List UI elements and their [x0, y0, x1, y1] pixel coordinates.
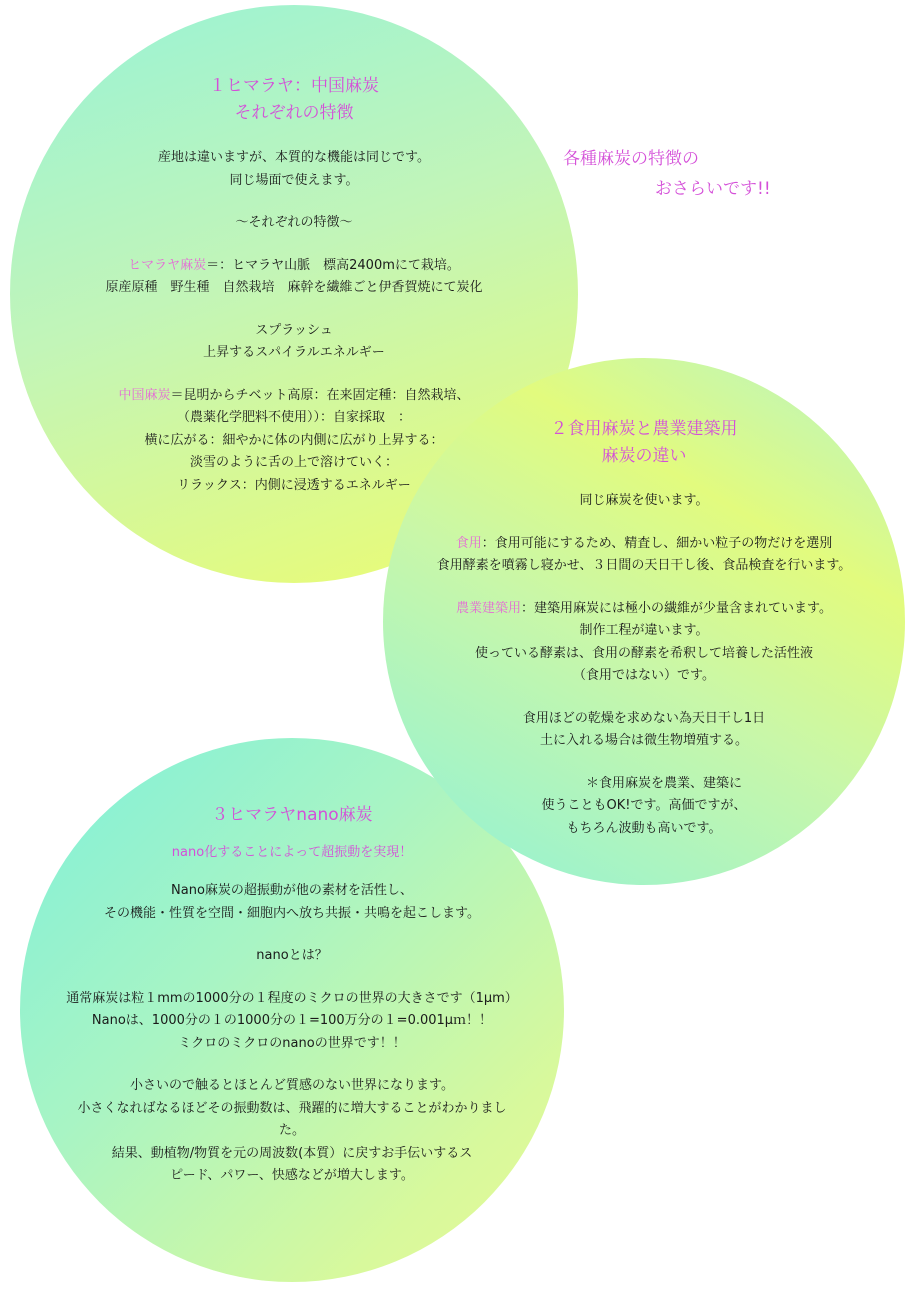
section1-title: [209, 73, 379, 127]
china-line4: 淡雪のように舌の上で溶けていく：: [189, 455, 398, 470]
section2-title-line1: ２食用麻炭と農業建築用: [550, 419, 738, 439]
section1-intro-line2: 同じ場面で使えます。: [229, 172, 359, 188]
section1-title-line2: それぞれの特徴: [234, 103, 354, 123]
nano-effect-line2: 小さくなればなるほどその振動数は、飛躍的に増大することがわかりまし: [77, 1100, 507, 1116]
section1-intro-line1: 産地は違いますが、本質的な機能は同じです。: [158, 150, 430, 165]
nano-effect-line4: 結果、動植物/物質を元の周波数(本質）に戻すお手伝いするス: [111, 1145, 473, 1161]
agri-line3: 使っている酵素は、食用の酵素を希釈して培養した活性液: [474, 645, 813, 661]
section-food-vs-agri-circle: [383, 358, 905, 885]
agri-line1: 農業建築用：建築用麻炭には極小の繊維が少量含まれています。: [456, 600, 832, 616]
food-line2: 食用酵素を噴霧し寝かせ、３日間の天日干し後、食品検査を行います。: [436, 558, 852, 573]
nano-def-line1: 通常麻炭は粒１mmの1000分の１程度のミクロの世界の大きさです（1μm）: [66, 990, 518, 1006]
header-note-line1: 各種麻炭の特徴の: [563, 149, 699, 169]
header-note-line2: おさらいです!!: [655, 179, 771, 199]
food-label: 食用: [455, 535, 482, 551]
nano-effect-line5: ピード、パワー、快感などが増大します。: [170, 1168, 414, 1183]
section2-intro: 同じ麻炭を使います。: [579, 493, 709, 508]
section2-title: [551, 416, 738, 470]
himalaya-line1: ヒマラヤ麻炭＝：ヒマラヤ山脈 標高2400mにて栽培。: [128, 257, 460, 273]
china-line5: リラックス：内側に浸透するエネルギー: [177, 477, 411, 493]
china-line3: 横に広がる：細やかに体の内側に広がり上昇する：: [144, 432, 444, 448]
section3-title: ３ヒマラヤnano麻炭: [211, 805, 373, 825]
agri-line4: （食用ではない）です。: [573, 668, 715, 683]
section3-subtitle: nano化することによって超振動を実現！: [171, 845, 413, 860]
nano-def-line3: ミクロのミクロのnanoの世界です！！: [178, 1035, 406, 1051]
china-line2: （農薬化学肥料不使用））：自家採取 ：: [176, 410, 411, 425]
nano-intro-line2: その機能・性質を空間・細胞内へ放ち共振・共鳴を起こします。: [104, 905, 480, 921]
nano-effect-line3: た。: [278, 1123, 305, 1138]
agri-label: 農業建築用: [456, 600, 522, 616]
note-line2: 使うこともOK!です。高価ですが、: [541, 798, 747, 813]
section2-title-line2: 麻炭の違い: [601, 446, 687, 466]
himalaya-label: ヒマラヤ麻炭: [128, 257, 207, 273]
note-line1: ＊食用麻炭を農業、建築に: [585, 775, 742, 791]
agri-line2: 制作工程が違います。: [579, 623, 709, 638]
section3-body: [66, 880, 518, 1188]
dry-line2: 土に入れる場合は微生物増殖する。: [539, 733, 748, 748]
himalaya-line2: 原産原種 野生種 自然栽培 麻幹を繊維ごと伊香賀焼にて炭化: [105, 280, 483, 295]
note-line3: もちろん波動も高いです。: [566, 820, 722, 836]
food-line1: 食用：食用可能にするため、精査し、細かい粒子の物だけを選別: [455, 535, 833, 551]
nano-effect-line1: 小さいので触るとほとんど質感のない世界になります。: [130, 1078, 454, 1093]
section1-title-line1: １ヒマラヤ：中国麻炭: [209, 76, 379, 96]
china-label: 中国麻炭: [118, 387, 171, 403]
nano-question: nanoとは？: [256, 948, 328, 963]
header-note: [563, 144, 771, 204]
section2-body: [437, 490, 852, 840]
china-line1: 中国麻炭＝昆明からチベット高原：在来固定種：自然栽培、: [118, 387, 470, 403]
features-heading: ～それぞれの特徴～: [235, 215, 353, 230]
section1-intro: [105, 147, 482, 497]
himalaya-line4: 上昇するスパイラルエネルギー: [203, 345, 385, 360]
nano-def-line2: Nanoは、1000分の１の1000分の１=100万分の１=0.001μｍ！！: [91, 1013, 493, 1028]
nano-intro-line1: Nano麻炭の超振動が他の素材を活性し、: [171, 883, 413, 898]
dry-line1: 食用ほどの乾燥を求めない為天日干し1日: [522, 710, 766, 726]
himalaya-line3: スプラッシュ: [255, 322, 333, 338]
